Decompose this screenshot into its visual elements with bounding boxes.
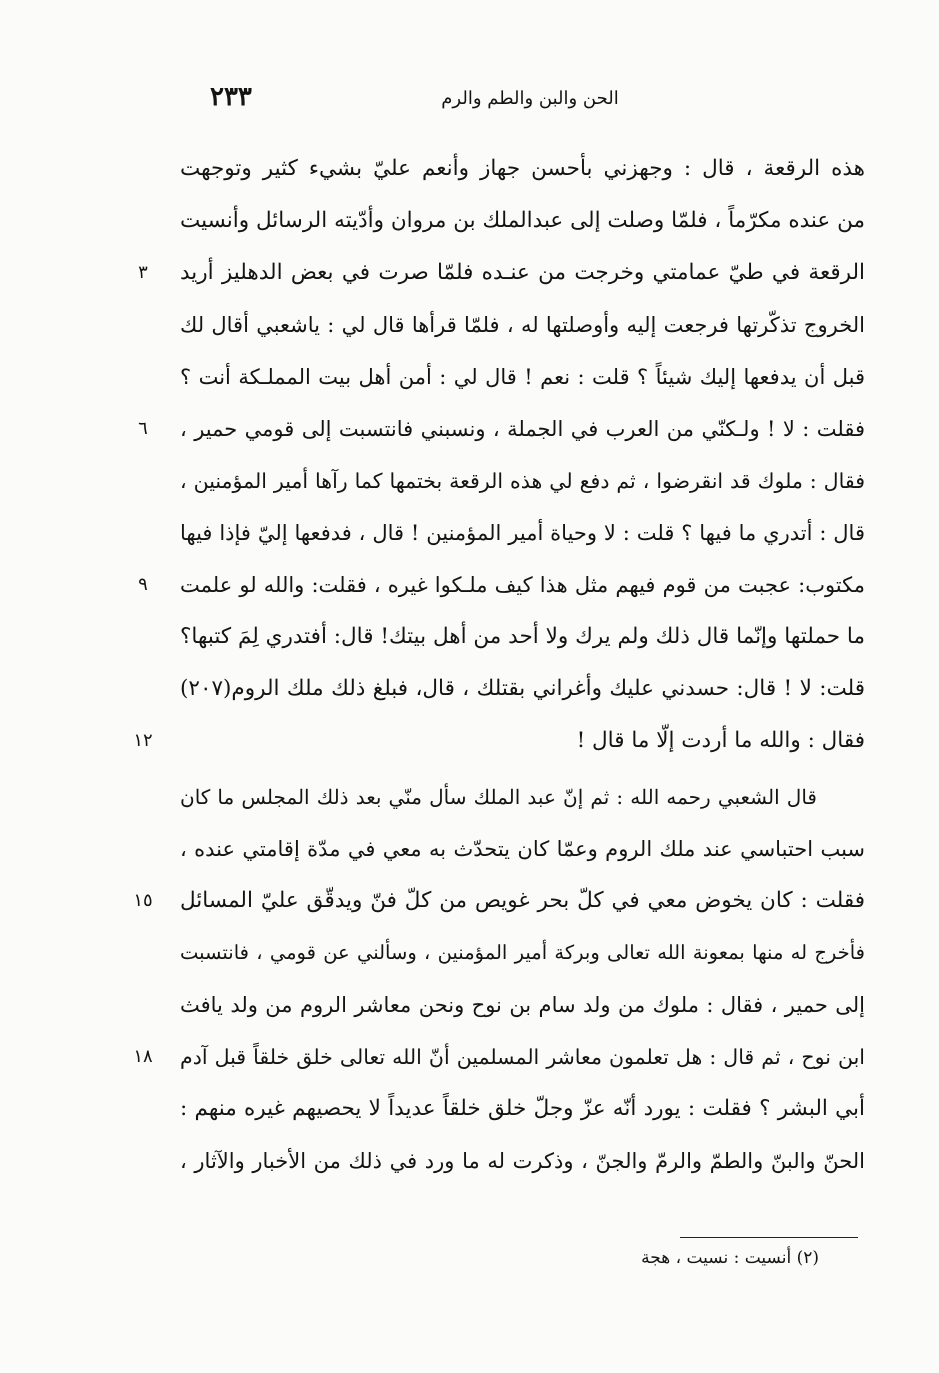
text-line: إلى حمير ، فقال : ملوك من ولد سام بن نوح ونحن معاشر الروم من ولد يافث xyxy=(180,993,865,1017)
text-line: سبب احتباسي عند ملك الروم وعمّا كان يتحدّث به معي في مدّة إقامتي عنده ، xyxy=(180,837,865,861)
text-line: فقلت : كان يخوض معي في كلّ بحر غويص من كلّ فنّ ويدقّق عليّ المسائل xyxy=(180,888,865,913)
text-line: قلت: لا ! قال: حسدني عليك وأغراني بقتلك ، قال، فبلغ ذلك ملك الروم(٢٠٧) xyxy=(180,676,865,701)
text-line: من عنده مكرّماً ، فلمّا وصلت إلى عبدالملك بن مروان وأدّيته الرسائل وأنسيت xyxy=(180,208,865,233)
line-number: ٦ xyxy=(138,418,148,439)
line-number: ١٥ xyxy=(133,890,153,911)
text-line: فقال : والله ما أردت إلّا ما قال ! xyxy=(576,728,865,753)
line-number: ١٢ xyxy=(133,730,153,751)
running-title: الحن والبن والطم والرم xyxy=(441,88,619,109)
text-line: أبي البشر ؟ فقلت : يورد أنّه عزّ وجلّ خلق خلقاً عديداً لا يحصيهم غيره منهم : xyxy=(180,1096,865,1121)
text-line: فأخرج له منها بمعونة الله تعالى وبركة أمير المؤمنين ، وسألني عن قومي ، فانتسبت xyxy=(180,941,865,964)
text-line: قال الشعبي رحمه الله : ثم إنّ عبد الملك سأل منّي بعد ذلك المجلس ما كان xyxy=(180,785,817,809)
footnote-divider xyxy=(680,1237,858,1238)
text-line: مكتوب: عجبت من قوم فيهم مثل هذا كيف ملـكوا غيره ، فقلت: والله لو علمت xyxy=(180,573,865,597)
text-line: ما حملتها وإنّما قال ذلك ولم يرك ولا أحد من أهل بيتك! قال: أفتدري لِمَ كتبها؟ xyxy=(180,624,865,649)
text-line: الرقعة في طيّ عمامتي وخرجت من عنـده فلمّا صرت في بعض الدهليز أريد xyxy=(180,260,865,285)
page-header xyxy=(170,82,850,122)
text-line: قبل أن يدفعها إليك شيئاً ؟ قلت : نعم ! قال لي : أمن أهل بيت المملـكة أنت ؟ xyxy=(180,365,865,389)
text-line: الحنّ والبنّ والطمّ والرمّ والجنّ ، وذكرت له ما ورد في ذلك من الأخبار والآثار ، xyxy=(180,1149,865,1173)
line-number: ٩ xyxy=(138,574,148,595)
footnote: (٢) أنسيت : نسيت ، هجة xyxy=(641,1248,819,1268)
page-number: ٢٣٣ xyxy=(210,82,252,112)
text-line: فقلت : لا ! ولـكنّي من العرب في الجملة ، ونسبني فانتسبت إلى قومي حمير ، xyxy=(180,417,865,441)
text-line: فقال : ملوك قد انقرضوا ، ثم دفع لي هذه الرقعة بختمها كما رآها أمير المؤمنين ، xyxy=(180,469,865,493)
line-number: ٣ xyxy=(138,262,148,283)
text-line: قال : أتدري ما فيها ؟ قلت : لا وحياة أمير المؤمنين ! قال ، فدفعها إليّ فإذا فيها xyxy=(180,521,865,545)
text-line: الخروج تذكّرتها فرجعت إليه وأوصلتها له ، فلمّا قرأها قال لي : ياشعبي أقال لك xyxy=(180,313,865,337)
text-line: هذه الرقعة ، قال : وجهزني بأحسن جهاز وأنعم عليّ بشيء كثير وتوجهت xyxy=(180,156,865,181)
text-line: ابن نوح ، ثم قال : هل تعلمون معاشر المسلمين أنّ الله تعالى خلق خلقاً قبل آدم xyxy=(180,1045,865,1069)
line-number: ١٨ xyxy=(133,1046,153,1067)
